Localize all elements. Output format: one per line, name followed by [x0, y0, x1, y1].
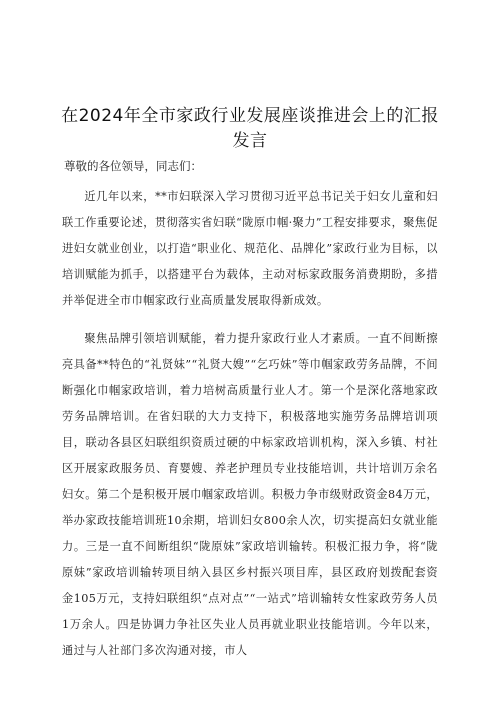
- paragraph: 近几年以来，**市妇联深入学习贯彻习近平总书记关于妇女儿童和妇联工作重要论述，贯彻落实省妇联“陇原巾帼·聚力”工程安排要求，聚焦促进妇女就业创业，以打造“职业化、规范化、品牌化”家政行业为目标，以培训赋能为抓手，以搭建平台为载体，主动对标家政服务消费期盼，多措并举促进全市巾帼家政行业高质量发展取得新成效。: [62, 190, 438, 307]
- document-body: [62, 184, 438, 676]
- paragraph: 聚焦品牌引领培训赋能，着力提升家政行业人才素质。一直不间断擦亮具备**特色的“礼贤妹”“礼贤大嫂”“乞巧妹”等巾帼家政劳务品牌，不间断强化巾帼家政培训，着力培树高质量行业人才。第一个是深化落地家政劳务品牌培训。在省妇联的大力支持下，积极落地实施劳务品牌培训项目，联动各县区妇联组织资质过硬的中标家政培训机构，深入乡镇、村社区开展家政服务员、育婴嫂、养老护理员专业技能培训，共计培训万余名妇女。第二个是积极开展巾帼家政培训。积极力争市级财政资金84万元，举办家政技能培训班10余期，培训妇女800余人次，切实提高妇女就业能力。三是一直不间断组织“陇原妹”家政培训输转。积极汇报力争，将“陇原妹”家政培训输转项目纳入县区乡村振兴项目库，县区政府划拨配套资金105万元，支持妇联组织“点对点”“一站式”培训输转女性家政劳务人员1万余人。四是协调力争社区失业人员再就业职业技能培训。今年以来，通过与人社部门多次沟通对接，市人: [62, 332, 438, 657]
- salutation: 尊敬的各位领导，同志们：: [64, 159, 202, 173]
- document-title: 在2024年全市家政行业发展座谈推进会上的汇报发言: [61, 106, 439, 151]
